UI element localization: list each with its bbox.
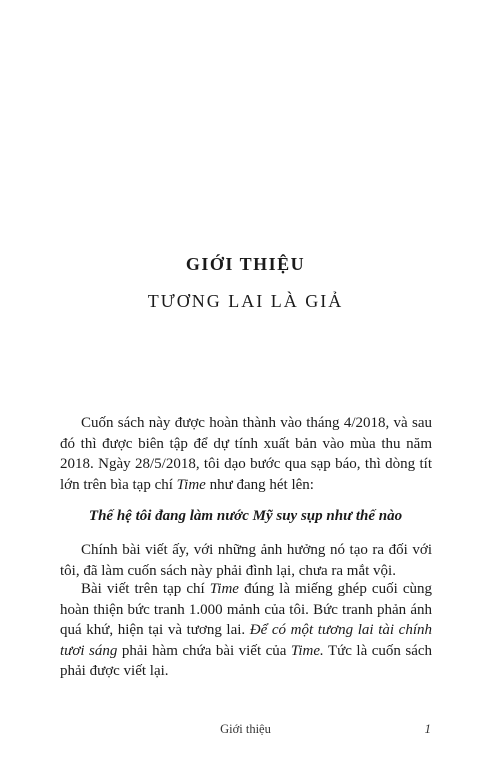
paragraph-3-text-c: phải hàm chứa bài viết của	[117, 642, 291, 659]
magazine-name: Time.	[290, 642, 324, 659]
paragraph-2	[60, 540, 432, 581]
headline-quote: Thế hệ tôi đang làm nước Mỹ suy sụp như thế nào	[88, 508, 403, 524]
paragraph-3	[60, 579, 432, 682]
chapter-title: GIỚI THIỆU	[185, 254, 306, 274]
emphasis-text: Để có một tương lai tài chính tươi sáng	[60, 622, 432, 659]
running-footer-title: Giới thiệu	[220, 722, 271, 736]
page-number: 1	[424, 721, 431, 736]
paragraph-3-text-b: đúng là miếng ghép cuối cùng hoàn thiện bức tranh 1.000 mảnh của tôi. Bức tranh phản ánh quá khứ, hiện tại và tương lai.	[60, 581, 432, 638]
paragraph-3-text-a: Bài viết trên tạp chí	[81, 581, 210, 597]
paragraph-1-text-a: Cuốn sách này được hoàn thành vào tháng 4/2018, và sau đó thì được biên tập để dự tính xuất bản vào mùa thu năm 2018. Ngày 28/5/2018, tôi dạo bước qua sạp báo, thì dòng tít lớn trên bìa tạp chí	[60, 415, 432, 493]
paragraph-1-text-b: như đang hét lên:	[205, 476, 314, 493]
magazine-name: Time	[209, 581, 239, 597]
paragraph-2-text: Chính bài viết ấy, với những ảnh hưởng nó tạo ra đối với tôi, đã làm cuốn sách này phải đình lại, chưa ra mắt vội.	[60, 542, 432, 579]
paragraph-1	[60, 413, 432, 495]
chapter-subtitle: TƯƠNG LAI LÀ GIẢ	[147, 291, 344, 311]
magazine-name: Time	[176, 476, 206, 493]
paragraph-3-text-d: Tức là cuốn sách phải được viết lại.	[60, 642, 433, 679]
